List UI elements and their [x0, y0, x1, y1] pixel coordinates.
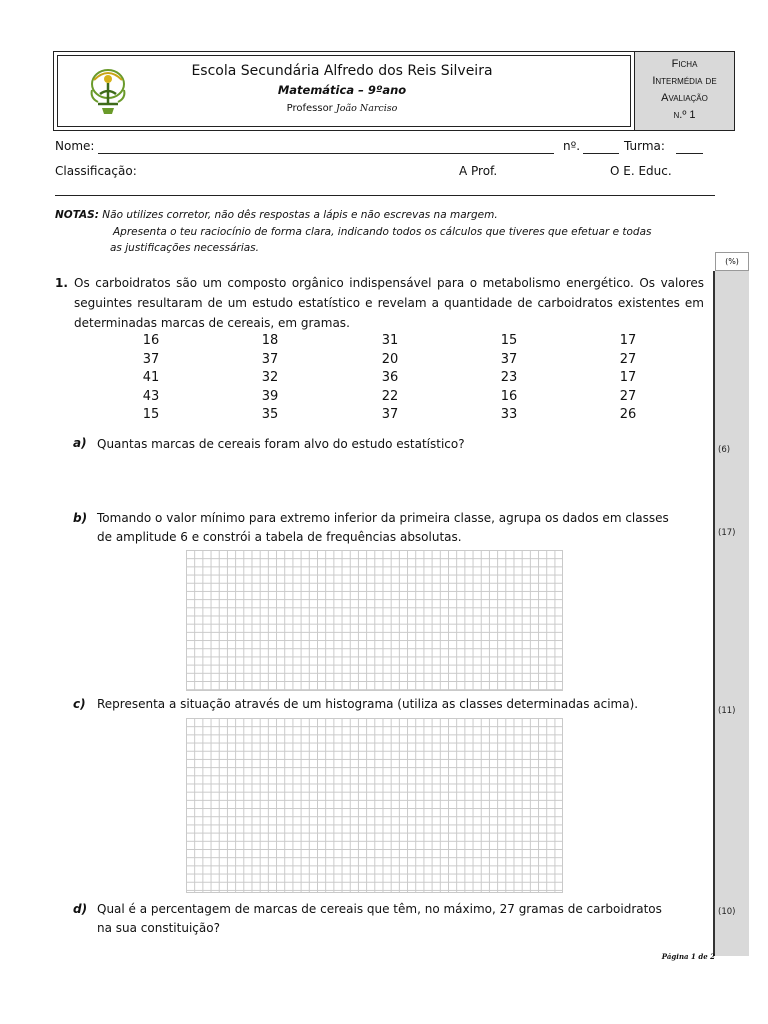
data-cell: 27 [619, 352, 637, 367]
percent-header: (%) [715, 252, 749, 271]
frequency-table-grid[interactable] [186, 550, 563, 691]
teacher-label: A Prof. [459, 164, 498, 178]
school-logo-icon [86, 64, 130, 116]
data-cell: 37 [142, 352, 160, 367]
data-cell: 16 [142, 333, 160, 348]
notes-block [55, 207, 715, 257]
data-cell: 17 [619, 333, 637, 348]
score-margin [715, 271, 749, 956]
score-a: (6) [718, 445, 731, 455]
data-cell: 15 [500, 333, 518, 348]
score-margin-border [713, 271, 715, 956]
subject-title: Matemática – 9ºano [277, 83, 407, 97]
data-cell: 37 [381, 407, 399, 422]
data-cell: 33 [500, 407, 518, 422]
grade-label: Classificação: [55, 164, 137, 178]
data-cell: 31 [381, 333, 399, 348]
data-cell: 15 [142, 407, 160, 422]
data-cell: 43 [142, 389, 160, 404]
data-cell: 36 [381, 370, 399, 385]
notes-line-2: Apresenta o teu raciocínio de forma clara, indicando todos os cálculos que tiveres que efetuar e todas [113, 225, 652, 238]
name-label: Nome: [55, 139, 95, 153]
data-cell: 32 [261, 370, 279, 385]
number-label: nº. [563, 139, 581, 153]
professor-label: Professor [286, 103, 333, 114]
data-cell: 37 [500, 352, 518, 367]
notes-line-1: Não utilizes corretor, não dês respostas a lápis e não escrevas na margem. [102, 209, 498, 221]
part-b-label: b) [73, 511, 88, 525]
card-line-2: Intermédia de [652, 75, 717, 87]
data-cell: 26 [619, 407, 637, 422]
data-cell: 35 [261, 407, 279, 422]
part-d-line-1: Qual é a percentagem de marcas de cereais que têm, no máximo, 27 gramas de carboidratos [97, 902, 662, 916]
class-label: Turma: [624, 139, 665, 153]
data-cell: 27 [619, 389, 637, 404]
score-b: (17) [718, 528, 736, 538]
card-line-1: Ficha [671, 58, 698, 70]
school-name: Escola Secundária Alfredo dos Reis Silveira [191, 63, 493, 79]
data-cell: 22 [381, 389, 399, 404]
part-d-line-2: na sua constituição? [97, 921, 220, 935]
question-text: Os carboidratos são um composto orgânico indispensável para o metabolismo energético. Os valores seguintes resultaram de um estudo estatístico e revelam a quantidade de carboidratos existentes em determinadas marcas de cereais, em gramas. [74, 276, 704, 330]
data-cell: 17 [619, 370, 637, 385]
notes-line-3: as justificações necessárias. [110, 242, 259, 254]
question-number: 1. [55, 276, 68, 290]
card-line-3: Avaliação [661, 92, 708, 104]
part-a-label: a) [73, 436, 87, 450]
guardian-label: O E. Educ. [610, 164, 672, 178]
divider [55, 195, 715, 196]
part-d-label: d) [73, 902, 88, 916]
name-input-line[interactable] [98, 153, 554, 154]
number-input-line[interactable] [583, 153, 619, 154]
data-cell: 20 [381, 352, 399, 367]
part-b-line-1: Tomando o valor mínimo para extremo inferior da primeira classe, agrupa os dados em classes [97, 511, 669, 525]
professor-line [140, 103, 544, 114]
score-d: (10) [718, 907, 736, 917]
page-number: Página 1 de 2 [661, 952, 715, 961]
professor-name: João Narciso [335, 103, 398, 114]
data-cell: 18 [261, 333, 279, 348]
histogram-grid[interactable] [186, 718, 563, 893]
data-cell: 23 [500, 370, 518, 385]
part-a-text: Quantas marcas de cereais foram alvo do estudo estatístico? [97, 437, 465, 451]
data-cell: 37 [261, 352, 279, 367]
card-line-4: n.º 1 [673, 109, 696, 121]
data-cell: 16 [500, 389, 518, 404]
part-b-line-2: de amplitude 6 e constrói a tabela de frequências absolutas. [97, 530, 462, 544]
part-c-text: Representa a situação através de um histograma (utiliza as classes determinadas acima). [97, 697, 639, 711]
part-c-label: c) [73, 697, 86, 711]
data-cell: 39 [261, 389, 279, 404]
data-cell: 41 [142, 370, 160, 385]
card-title [634, 56, 735, 124]
class-input-line[interactable] [676, 153, 703, 154]
score-c: (11) [718, 706, 736, 716]
notes-label: NOTAS: [55, 209, 99, 221]
